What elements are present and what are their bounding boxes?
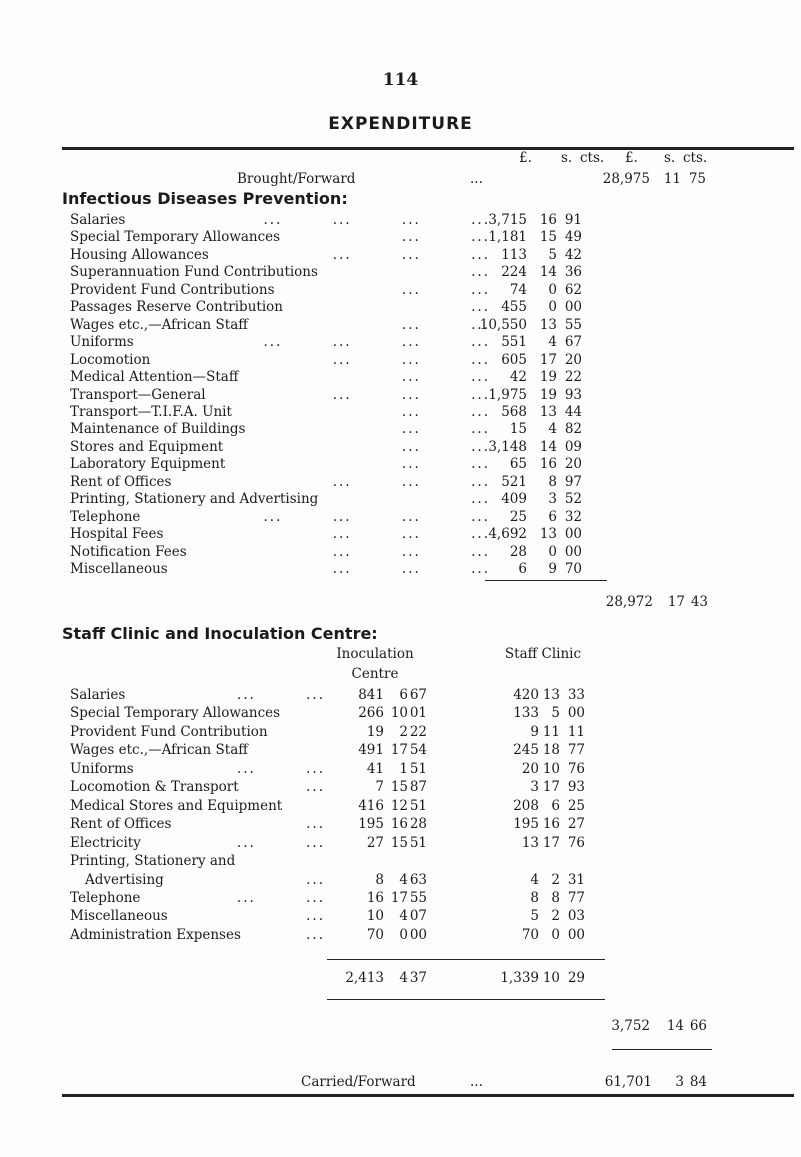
row-value-shillings: 0	[548, 544, 557, 560]
row-value-shillings: 0	[548, 282, 557, 298]
inoculation-value-shillings: 17	[390, 890, 408, 906]
inoculation-value-shillings: 15	[390, 779, 408, 795]
inoculation-value-pounds: 19	[366, 724, 384, 740]
row-value-shillings: 3	[548, 491, 557, 507]
staff-clinic-value-cents: 77	[567, 890, 585, 906]
row-leader-dots: ... ... ...	[332, 352, 490, 368]
row-leader-dots: ... ...	[401, 317, 490, 333]
row-value-shillings: 16	[539, 456, 557, 472]
row-leader-dots: ... ...	[401, 404, 490, 420]
inoculation-value-cents: 01	[409, 705, 427, 721]
row-value-pounds: 4,692	[488, 526, 527, 542]
row-value-shillings: 4	[548, 421, 557, 437]
row-value-shillings: 14	[539, 439, 557, 455]
header-pounds-1: £.	[519, 150, 532, 166]
inoculation-value-pounds: 7	[375, 779, 384, 795]
carried-forward-rule-top	[612, 1049, 712, 1050]
row-value-cents: 20	[564, 352, 582, 368]
row-label: Electricity	[70, 835, 141, 851]
section2-total-value-cents: 66	[689, 1018, 707, 1034]
row-value-cents: 52	[564, 491, 582, 507]
staff-clinic-value-cents: 76	[567, 761, 585, 777]
row-leader-dots: ... ... ...	[332, 247, 490, 263]
row-label: Locomotion & Transport	[70, 779, 239, 795]
inoculation-value-cents: 51	[409, 761, 427, 777]
row-label: Provident Fund Contribution	[70, 724, 268, 740]
inoculation-value-shillings: 4	[399, 908, 408, 924]
page-number: 114	[382, 70, 419, 90]
row-value-pounds: 25	[509, 509, 527, 525]
section1-total-value-cents: 43	[690, 594, 708, 610]
staff-clinic-value-cents: 76	[567, 835, 585, 851]
bottom-rule	[62, 1094, 794, 1097]
inoculation-value-pounds: 8	[375, 872, 384, 888]
row-value-shillings: 13	[539, 526, 557, 542]
staff-clinic-value-pounds: 13	[521, 835, 539, 851]
brought-forward-dots: ...	[470, 171, 483, 187]
carried-forward-value-cents: 84	[689, 1074, 707, 1090]
inoculation-value-cents: 28	[409, 816, 427, 832]
row-value-pounds: 521	[501, 474, 527, 490]
row-value-cents: 00	[564, 544, 582, 560]
row-label: Telephone	[70, 509, 141, 525]
inoculation-subtotal-pounds: 2,413	[345, 970, 384, 986]
inoculation-value-cents: 54	[409, 742, 427, 758]
staff-clinic-value-pounds: 133	[513, 705, 539, 721]
inoculation-value-cents: 22	[409, 724, 427, 740]
row-value-cents: 93	[564, 387, 582, 403]
row-label: Special Temporary Allowances	[70, 705, 281, 721]
row-label: Provident Fund Contributions	[70, 282, 275, 298]
staff-clinic-value-cents: 00	[567, 705, 585, 721]
staff-clinic-value-pounds: 3	[530, 779, 539, 795]
staff-clinic-subtotal-shillings: 10	[542, 970, 560, 986]
row-label: Housing Allowances	[70, 247, 209, 263]
inoculation-value-shillings: 6	[399, 687, 408, 703]
row-value-cents: 67	[564, 334, 582, 350]
row-leader-dots: ...	[306, 908, 325, 924]
row-value-pounds: 568	[501, 404, 527, 420]
col-header-staff-clinic: Staff Clinic	[504, 646, 582, 662]
staff-clinic-value-cents: 27	[567, 816, 585, 832]
row-value-cents: 36	[564, 264, 582, 280]
row-leader-dots: ...	[471, 299, 490, 315]
section2-total-value-pounds: 3,752	[611, 1018, 650, 1034]
row-label: Telephone	[70, 890, 141, 906]
row-value-cents: 91	[564, 212, 582, 228]
section2-subtotal-rule-bottom	[327, 999, 605, 1000]
header-cents-2: cts.	[683, 150, 708, 166]
col-header-inoculation: Inoculation	[336, 646, 414, 662]
row-value-cents: 49	[564, 229, 582, 245]
section2-subtotal-rule-top	[327, 959, 605, 960]
inoculation-subtotal-shillings: 4	[399, 970, 408, 986]
header-shillings-1: s.	[561, 150, 573, 166]
row-label: Passages Reserve Contribution	[70, 299, 283, 315]
staff-clinic-value-shillings: 2	[551, 872, 560, 888]
row-label: Uniforms	[70, 334, 134, 350]
staff-clinic-value-pounds: 4	[530, 872, 539, 888]
row-value-cents: 97	[564, 474, 582, 490]
row-label: Printing, Stationery and Advertising	[70, 491, 319, 507]
row-leader-dots: ... ...	[236, 890, 325, 906]
row-leader-dots: ... ...	[401, 456, 490, 472]
staff-clinic-value-shillings: 5	[551, 705, 560, 721]
inoculation-subtotal-cents: 37	[409, 970, 427, 986]
row-leader-dots: ... ...	[236, 687, 325, 703]
inoculation-value-pounds: 41	[366, 761, 384, 777]
row-leader-dots: ... ...	[236, 761, 325, 777]
inoculation-value-shillings: 16	[390, 816, 408, 832]
row-value-pounds: 224	[501, 264, 527, 280]
row-value-cents: 00	[564, 526, 582, 542]
inoculation-value-shillings: 4	[399, 872, 408, 888]
staff-clinic-value-cents: 00	[567, 927, 585, 943]
staff-clinic-value-shillings: 0	[551, 927, 560, 943]
row-leader-dots: ... ...	[401, 229, 490, 245]
row-value-pounds: 3,148	[488, 439, 527, 455]
inoculation-value-pounds: 195	[358, 816, 384, 832]
row-value-shillings: 13	[539, 404, 557, 420]
section-heading-staff-clinic: Staff Clinic and Inoculation Centre:	[62, 624, 378, 643]
row-leader-dots: ...	[471, 264, 490, 280]
row-label: Notification Fees	[70, 544, 187, 560]
row-label: Transport—T.I.F.A. Unit	[70, 404, 232, 420]
staff-clinic-value-shillings: 11	[542, 724, 560, 740]
row-leader-dots: ... ... ... ...	[263, 509, 490, 525]
row-value-cents: 55	[564, 317, 582, 333]
row-value-pounds: 28	[509, 544, 527, 560]
brought-forward-label: Brought/Forward	[237, 171, 356, 187]
header-shillings-2: s.	[664, 150, 676, 166]
carried-forward-value-shillings: 3	[675, 1074, 684, 1090]
staff-clinic-value-pounds: 245	[513, 742, 539, 758]
row-leader-dots: ... ...	[401, 282, 490, 298]
section1-subtotal-rule	[485, 580, 607, 581]
inoculation-value-shillings: 2	[399, 724, 408, 740]
staff-clinic-value-pounds: 8	[530, 890, 539, 906]
row-value-cents: 42	[564, 247, 582, 263]
row-leader-dots: ... ...	[401, 369, 490, 385]
row-value-pounds: 10,550	[479, 317, 527, 333]
inoculation-value-shillings: 0	[399, 927, 408, 943]
staff-clinic-value-cents: 03	[567, 908, 585, 924]
row-value-pounds: 551	[501, 334, 527, 350]
row-value-pounds: 113	[501, 247, 527, 263]
staff-clinic-value-shillings: 10	[542, 761, 560, 777]
row-value-cents: 00	[564, 299, 582, 315]
carried-forward-label: Carried/Forward	[301, 1074, 416, 1090]
row-label: Salaries	[70, 212, 126, 228]
row-value-cents: 62	[564, 282, 582, 298]
row-value-cents: 20	[564, 456, 582, 472]
row-value-shillings: 19	[539, 387, 557, 403]
row-leader-dots: ...	[471, 491, 490, 507]
row-leader-dots: ... ... ...	[332, 544, 490, 560]
inoculation-value-cents: 67	[409, 687, 427, 703]
staff-clinic-value-cents: 11	[567, 724, 585, 740]
row-label: Maintenance of Buildings	[70, 421, 246, 437]
row-leader-dots: ... ...	[401, 439, 490, 455]
inoculation-value-shillings: 15	[390, 835, 408, 851]
row-leader-dots: ... ... ...	[332, 561, 490, 577]
row-leader-dots: ... ... ...	[332, 387, 490, 403]
inoculation-value-pounds: 10	[366, 908, 384, 924]
row-label: Salaries	[70, 687, 126, 703]
row-leader-dots: ...	[306, 872, 325, 888]
row-label: Stores and Equipment	[70, 439, 224, 455]
row-label: Miscellaneous	[70, 561, 168, 577]
row-value-pounds: 455	[501, 299, 527, 315]
row-value-shillings: 16	[539, 212, 557, 228]
row-value-shillings: 8	[548, 474, 557, 490]
brought-forward-pounds: 28,975	[602, 171, 650, 187]
inoculation-value-cents: 51	[409, 835, 427, 851]
row-label: Wages etc.,—African Staff	[70, 742, 248, 758]
row-leader-dots: ... ... ... ...	[263, 334, 490, 350]
staff-clinic-value-shillings: 17	[542, 835, 560, 851]
section2-total-value-shillings: 14	[666, 1018, 684, 1034]
brought-forward-cents: 75	[688, 171, 706, 187]
row-label: Medical Attention—Staff	[70, 369, 239, 385]
row-value-pounds: 409	[501, 491, 527, 507]
row-label: Miscellaneous	[70, 908, 168, 924]
section1-total-value-pounds: 28,972	[605, 594, 653, 610]
staff-clinic-value-shillings: 13	[542, 687, 560, 703]
row-value-cents: 22	[564, 369, 582, 385]
row-value-shillings: 5	[548, 247, 557, 263]
col-header-centre: Centre	[351, 666, 399, 682]
row-leader-dots: ... ...	[401, 421, 490, 437]
inoculation-value-pounds: 266	[358, 705, 384, 721]
row-value-pounds: 42	[509, 369, 527, 385]
row-label: Rent of Offices	[70, 474, 172, 490]
inoculation-value-cents: 07	[409, 908, 427, 924]
staff-clinic-subtotal-cents: 29	[567, 970, 585, 986]
row-label: Administration Expenses	[70, 927, 241, 943]
section1-total-value-shillings: 17	[667, 594, 685, 610]
row-value-pounds: 65	[509, 456, 527, 472]
row-value-shillings: 0	[548, 299, 557, 315]
row-value-pounds: 74	[509, 282, 527, 298]
inoculation-value-shillings: 10	[390, 705, 408, 721]
inoculation-value-shillings: 1	[399, 761, 408, 777]
row-label: Wages etc.,—African Staff	[70, 317, 248, 333]
staff-clinic-subtotal-pounds: 1,339	[500, 970, 539, 986]
row-value-shillings: 9	[548, 561, 557, 577]
row-value-pounds: 6	[518, 561, 527, 577]
inoculation-value-cents: 55	[409, 890, 427, 906]
inoculation-value-pounds: 416	[358, 798, 384, 814]
row-value-cents: 09	[564, 439, 582, 455]
row-label: Hospital Fees	[70, 526, 164, 542]
row-value-pounds: 1,975	[488, 387, 527, 403]
inoculation-value-pounds: 70	[366, 927, 384, 943]
staff-clinic-value-cents: 77	[567, 742, 585, 758]
inoculation-value-cents: 63	[409, 872, 427, 888]
row-value-shillings: 17	[539, 352, 557, 368]
inoculation-value-pounds: 27	[366, 835, 384, 851]
staff-clinic-value-cents: 31	[567, 872, 585, 888]
staff-clinic-value-shillings: 2	[551, 908, 560, 924]
staff-clinic-value-pounds: 70	[521, 927, 539, 943]
row-label: Advertising	[85, 872, 164, 888]
row-leader-dots: ...	[306, 927, 325, 943]
inoculation-value-cents: 87	[409, 779, 427, 795]
row-label: Printing, Stationery and	[70, 853, 236, 869]
row-leader-dots: ... ...	[236, 835, 325, 851]
row-label: Special Temporary Allowances	[70, 229, 281, 245]
row-value-cents: 44	[564, 404, 582, 420]
staff-clinic-value-cents: 33	[567, 687, 585, 703]
staff-clinic-value-pounds: 208	[513, 798, 539, 814]
carried-forward-dots: ...	[470, 1074, 483, 1090]
row-value-shillings: 13	[539, 317, 557, 333]
row-value-shillings: 4	[548, 334, 557, 350]
row-value-shillings: 19	[539, 369, 557, 385]
inoculation-value-shillings: 12	[390, 798, 408, 814]
carried-forward-value-pounds: 61,701	[604, 1074, 652, 1090]
inoculation-value-pounds: 841	[358, 687, 384, 703]
page-title: EXPENDITURE	[328, 114, 473, 134]
staff-clinic-value-shillings: 18	[542, 742, 560, 758]
staff-clinic-value-pounds: 20	[521, 761, 539, 777]
staff-clinic-value-shillings: 16	[542, 816, 560, 832]
row-label: Medical Stores and Equipment	[70, 798, 283, 814]
row-value-pounds: 605	[501, 352, 527, 368]
row-label: Laboratory Equipment	[70, 456, 226, 472]
row-value-pounds: 3,715	[488, 212, 527, 228]
inoculation-value-shillings: 17	[390, 742, 408, 758]
row-value-shillings: 6	[548, 509, 557, 525]
row-label: Locomotion	[70, 352, 151, 368]
row-label: Transport—General	[70, 387, 206, 403]
row-label: Uniforms	[70, 761, 134, 777]
section-heading-infectious-diseases: Infectious Diseases Prevention:	[62, 189, 348, 208]
row-leader-dots: ...	[306, 779, 325, 795]
staff-clinic-value-cents: 25	[567, 798, 585, 814]
inoculation-value-pounds: 491	[358, 742, 384, 758]
brought-forward-shillings: 11	[663, 171, 681, 187]
row-leader-dots: ... ... ... ...	[263, 212, 490, 228]
staff-clinic-value-pounds: 9	[530, 724, 539, 740]
staff-clinic-value-pounds: 420	[513, 687, 539, 703]
inoculation-value-pounds: 16	[366, 890, 384, 906]
header-cents-1: cts.	[580, 150, 605, 166]
row-value-cents: 70	[564, 561, 582, 577]
row-value-cents: 82	[564, 421, 582, 437]
row-value-pounds: 1,181	[488, 229, 527, 245]
inoculation-value-cents: 00	[409, 927, 427, 943]
row-label: Rent of Offices	[70, 816, 172, 832]
row-value-cents: 32	[564, 509, 582, 525]
row-leader-dots: ... ... ...	[332, 474, 490, 490]
staff-clinic-value-shillings: 8	[551, 890, 560, 906]
header-pounds-2: £.	[625, 150, 638, 166]
staff-clinic-value-pounds: 5	[530, 908, 539, 924]
row-value-pounds: 15	[509, 421, 527, 437]
staff-clinic-value-shillings: 6	[551, 798, 560, 814]
row-label: Superannuation Fund Contributions	[70, 264, 318, 280]
staff-clinic-value-shillings: 17	[542, 779, 560, 795]
staff-clinic-value-pounds: 195	[513, 816, 539, 832]
row-value-shillings: 14	[539, 264, 557, 280]
row-leader-dots: ... ... ...	[332, 526, 490, 542]
inoculation-value-cents: 51	[409, 798, 427, 814]
staff-clinic-value-cents: 93	[567, 779, 585, 795]
row-leader-dots: ...	[306, 816, 325, 832]
row-value-shillings: 15	[539, 229, 557, 245]
